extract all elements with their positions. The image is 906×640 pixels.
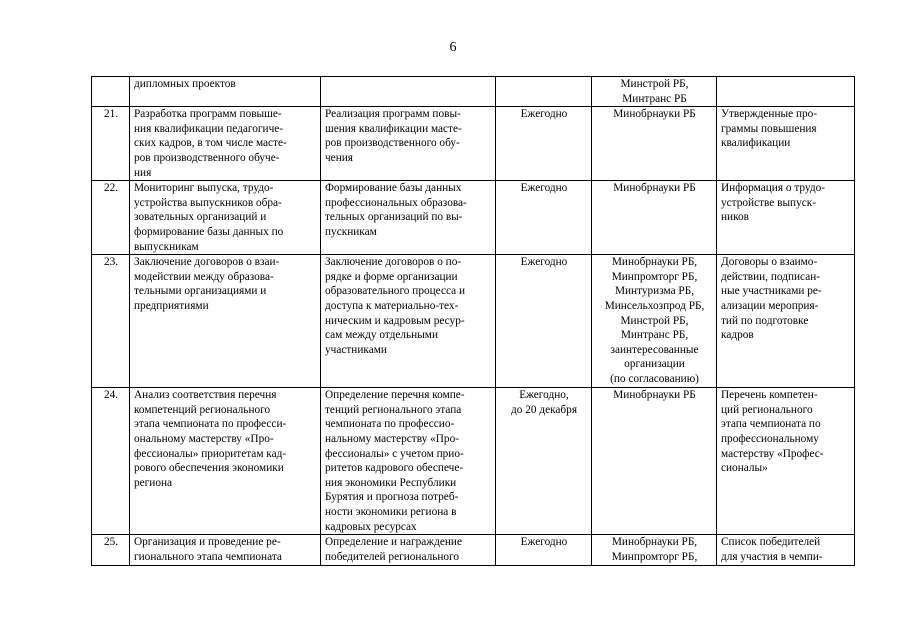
row-number-cell: 25.: [92, 535, 130, 566]
result-cell: [321, 107, 496, 181]
indicator-line: мастерству «Профес-: [721, 447, 824, 460]
event-line: ских кадров, в том числе масте-: [134, 137, 287, 150]
executor-line: Минпромторг РБ,: [611, 270, 698, 283]
deadline-cell: [496, 388, 592, 535]
table-row: [92, 388, 855, 535]
result-line: участниками: [325, 343, 387, 356]
row-number-cell: [92, 77, 130, 107]
indicator-line: тий по подготовке: [721, 314, 809, 327]
indicator-line: Информация о трудо-: [721, 182, 825, 195]
deadline-line: Ежегодно: [520, 256, 568, 269]
result-line: ров производственного обу-: [325, 137, 460, 150]
deadline-cell: [496, 77, 592, 107]
event-line: Анализ соответствия перечня: [134, 389, 277, 402]
executor-line: Минобрнауки РБ,: [611, 256, 698, 269]
result-line: профессиональных образова-: [325, 196, 467, 209]
indicator-line: квалификации: [721, 137, 791, 150]
result-line: Бурятия и прогноза потреб-: [325, 491, 459, 504]
indicator-line: Перечень компетен-: [721, 389, 818, 402]
indicator-cell: [717, 535, 855, 566]
event-line: Мониторинг выпуска, трудо-: [134, 182, 274, 195]
result-line: Формирование базы данных: [325, 182, 462, 195]
result-cell: [321, 388, 496, 535]
indicator-line: сионалы»: [721, 462, 768, 475]
indicator-line: кадров: [721, 329, 754, 342]
result-cell: [321, 181, 496, 255]
event-line: Заключение договоров о взаи-: [134, 256, 280, 269]
result-line: Реализация программ повы-: [325, 108, 461, 121]
executor-cell: [592, 388, 717, 535]
result-line: Определение и награждение: [325, 536, 462, 549]
result-line: шения квалификации масте-: [325, 122, 462, 135]
indicator-line: профессиональному: [721, 432, 819, 445]
result-line: фессионалы» с учетом прио-: [325, 447, 464, 460]
table-row: [92, 181, 855, 255]
page-number: 6: [449, 40, 457, 55]
event-line: компетенций регионального: [134, 403, 271, 416]
event-line: ния: [134, 166, 152, 179]
event-cell: [130, 107, 321, 181]
table-row: [92, 255, 855, 388]
result-line: чемпионата по профессио-: [325, 418, 455, 431]
result-line: ния экономики Республики: [325, 476, 457, 489]
indicator-cell: [717, 181, 855, 255]
result-line: рядке и форме организации: [325, 270, 458, 283]
deadline-line: Ежегодно: [520, 108, 568, 121]
plan-table: [91, 76, 855, 566]
event-cell: [130, 535, 321, 566]
deadline-cell: [496, 255, 592, 388]
table-row: [92, 535, 855, 566]
event-line: Разработка программ повыше-: [134, 108, 282, 121]
executor-line: Минстрой РБ,: [620, 78, 689, 90]
result-line: кадровых ресурсах: [325, 520, 417, 533]
executor-line: Минпромторг РБ,: [611, 550, 698, 563]
deadline-cell: [496, 107, 592, 181]
event-line: ния квалификации педагогиче-: [134, 122, 284, 135]
event-line: модействии между образова-: [134, 270, 274, 283]
deadline-line: Ежегодно,: [519, 389, 569, 402]
result-cell: [321, 77, 496, 107]
event-cell: [130, 255, 321, 388]
event-line: формирование базы данных по: [134, 225, 284, 238]
indicator-line: ций регионального: [721, 403, 813, 416]
deadline-line: Ежегодно: [520, 182, 568, 195]
row-number-cell: 24.: [92, 388, 130, 535]
executor-cell: [592, 535, 717, 566]
result-line: Заключение договоров о по-: [325, 256, 462, 269]
executor-cell: [592, 181, 717, 255]
event-line: гионального этапа чемпионата: [134, 550, 282, 563]
indicator-line: граммы повышения: [721, 122, 817, 135]
result-line: образовательного процесса и: [325, 285, 466, 298]
table-row: [92, 107, 855, 181]
indicator-line: действии, подписан-: [721, 270, 821, 283]
event-cell: [130, 388, 321, 535]
executor-line: Минтуризма РБ,: [614, 285, 695, 298]
event-line: дипломных проектов: [134, 78, 236, 90]
executor-line: (по согласованию): [610, 372, 699, 385]
result-line: пускникам: [325, 225, 377, 238]
executor-line: Минобрнауки РБ: [613, 108, 696, 121]
executor-line: Минтранс РБ: [622, 92, 687, 105]
result-line: тенций регионального этапа: [325, 403, 462, 416]
row-number-cell: 22.: [92, 181, 130, 255]
indicator-line: устройстве выпуск-: [721, 196, 817, 209]
executor-cell: [592, 255, 717, 388]
event-line: ональному мастерству «Про-: [134, 432, 274, 445]
event-cell: [130, 181, 321, 255]
deadline-cell: [496, 181, 592, 255]
event-line: фессионалы» приоритетам кад-: [134, 447, 287, 460]
event-cell: [130, 77, 321, 107]
result-line: нальному мастерству «Про-: [325, 432, 459, 445]
row-number-cell: 23.: [92, 255, 130, 388]
result-line: чения: [325, 151, 353, 164]
event-line: выпускникам: [134, 240, 199, 253]
indicator-line: ные участниками ре-: [721, 285, 822, 298]
deadline-line: до 20 декабря: [510, 403, 578, 416]
result-cell: [321, 255, 496, 388]
result-line: ническим и кадровым ресур-: [325, 314, 465, 327]
executor-line: организации: [624, 358, 685, 371]
executor-line: Минсельхозпрод РБ,: [604, 299, 705, 312]
result-line: доступа к материально-тех-: [325, 299, 459, 312]
indicator-line: Список победителей: [721, 536, 821, 549]
event-line: Организация и проведение ре-: [134, 536, 281, 549]
indicator-line: для участия в чемпи-: [721, 550, 823, 563]
executor-line: заинтересованные: [610, 343, 699, 356]
event-line: ров производственного обуче-: [134, 151, 280, 164]
indicator-line: ализации мероприя-: [721, 299, 819, 312]
event-line: устройства выпускников обра-: [134, 196, 282, 209]
executor-line: Минтранс РБ,: [620, 329, 689, 342]
executor-line: Минобрнауки РБ: [613, 389, 696, 402]
result-line: сам между отдельными: [325, 329, 438, 342]
event-line: тельными организациями и: [134, 285, 267, 298]
executor-cell: [592, 107, 717, 181]
executor-line: Минобрнауки РБ: [613, 182, 696, 195]
deadline-line: Ежегодно: [520, 536, 568, 549]
result-line: ности экономики региона в: [325, 505, 457, 518]
event-line: этапа чемпионата по професси-: [134, 418, 287, 431]
result-line: Определение перечня компе-: [325, 389, 465, 402]
event-line: предприятиями: [134, 299, 209, 312]
event-line: рового обеспечения экономики: [134, 462, 284, 475]
indicator-cell: [717, 77, 855, 107]
result-line: победителей регионального: [325, 550, 460, 563]
plan-table-body: [92, 77, 855, 566]
indicator-cell: [717, 107, 855, 181]
indicator-line: ников: [721, 211, 749, 224]
result-cell: [321, 535, 496, 566]
row-number-cell: 21.: [92, 107, 130, 181]
executor-cell: [592, 77, 717, 107]
executor-line: Минобрнауки РБ,: [611, 536, 698, 549]
indicator-cell: [717, 388, 855, 535]
table-row: [92, 77, 855, 107]
indicator-line: Утвержденные про-: [721, 108, 818, 121]
indicator-line: Договоры о взаимо-: [721, 256, 818, 269]
result-line: тельных организаций по вы-: [325, 211, 463, 224]
event-line: зовательных организаций и: [134, 211, 267, 224]
event-line: региона: [134, 476, 173, 489]
indicator-cell: [717, 255, 855, 388]
result-line: ритетов кадрового обеспече-: [325, 462, 464, 475]
executor-line: Минстрой РБ,: [620, 314, 689, 327]
indicator-line: этапа чемпионата по: [721, 418, 821, 431]
deadline-cell: [496, 535, 592, 566]
